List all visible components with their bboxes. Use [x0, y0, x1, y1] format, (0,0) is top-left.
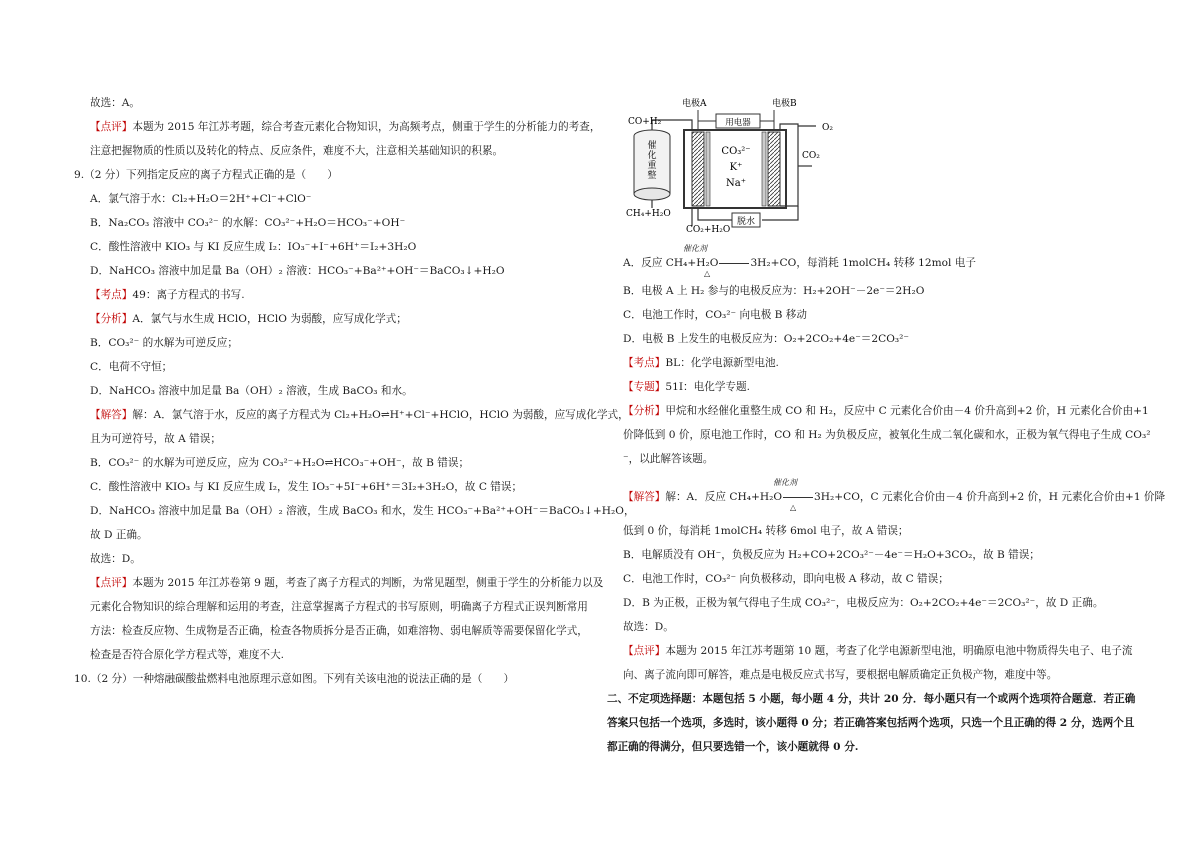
analysis-b: B．CO₃²⁻ 的水解为可逆反应；	[90, 337, 238, 349]
option-a-pre: A．反应 CH₄+H₂O	[623, 257, 719, 269]
analysis-text-10: 甲烷和水经催化重整生成 CO 和 H₂，反应中 C 元素化合价由－4 价升高到+2 价，H 元素化合价由+1	[665, 405, 1149, 417]
co2-label: CO₂	[802, 151, 820, 161]
ion-potassium: K⁺	[729, 162, 743, 173]
solution-line-4: C．酸性溶液中 KIO₃ 与 KI 反应生成 I₂，发生 IO₃⁻+5I⁻+6H⁺＝3I₂+3H₂O，故 C 错误；	[90, 481, 523, 493]
q9-analysis	[90, 312, 407, 326]
q10-topic	[623, 380, 750, 394]
solution-line-10-3: B．电解质没有 OH⁻，负极反应为 H₂+CO+2CO₃²⁻－4e⁻＝H₂O+3CO₂，故 B 错误；	[623, 549, 1040, 561]
load-label: 用电器	[725, 118, 751, 128]
comment-tag-9: 【点评】	[90, 577, 133, 589]
q9-option-d: D．NaHCO₃ 溶液中加足量 Ba（OH）₂ 溶液：HCO₃⁻+Ba²⁺+OH⁻＝BaCO₃↓+H₂O	[90, 265, 505, 277]
analysis-line-3: ⁻，以此解答该题。	[623, 453, 714, 465]
solution-pre: 解：A．反应 CH₄+H₂O	[665, 491, 782, 503]
q10-knowledge-point	[623, 356, 779, 370]
question-9: 9.（2 分）下列指定反应的离子方程式正确的是（ ）	[74, 169, 338, 181]
solution-line-5: D．NaHCO₃ 溶液中加足量 Ba（OH）₂ 溶液，生成 BaCO₃ 和水，发生 HCO₃⁻+Ba²⁺+OH⁻＝BaCO₃↓+H₂O，	[90, 505, 635, 517]
analysis-c: C．电荷不守恒；	[90, 361, 173, 373]
reaction-arrow-1	[719, 263, 749, 264]
solution-tag: 【解答】	[90, 409, 133, 421]
q10-option-b: B．电极 A 上 H₂ 参与的电极反应为：H₂+2OH⁻－2e⁻＝2H₂O	[623, 285, 925, 297]
q10-analysis	[623, 404, 1149, 418]
comment-line-10-2: 向、离子流向即可解答，难点是电极反应式书写，要根据电解质确定正负极产物，难度中等。	[623, 669, 1058, 681]
electrode-b	[768, 132, 780, 206]
comment-text: 本题为 2015 年江苏考题，综合考查元素化合物知识，为高频考点，侧重于学生的分析能力的考查，	[132, 121, 601, 133]
reaction-arrow-2	[783, 497, 813, 498]
comment-tag-10: 【点评】	[623, 645, 666, 657]
fuel-cell-diagram	[622, 96, 852, 234]
question-10: 10.（2 分）一种熔融碳酸盐燃料电池原理示意如图。下列有关该电池的说法正确的是（ ）	[74, 673, 515, 685]
q10-option-c: C．电池工作时，CO₃²⁻ 向电极 B 移动	[623, 309, 807, 321]
analysis-line-2: 价降低到 0 价，原电池工作时，CO 和 H₂ 为负极反应，被氧化生成二氧化碳和水，正极为氧气得电子生成 CO₃²	[623, 429, 1151, 441]
electrode-a	[692, 132, 704, 206]
comment-line-4: 检查是否符合原化学方程式等，难度不大.	[90, 649, 285, 661]
ion-carbonate: CO₃²⁻	[721, 146, 751, 157]
ion-sodium: Na⁺	[726, 178, 746, 189]
catalyst-label-2: 催化剂	[773, 478, 797, 487]
catalyst-label-1: 催化剂	[683, 244, 707, 253]
q10-option-d: D．电极 B 上发生的电极反应为：O₂+2CO₂+4e⁻＝2CO₃²⁻	[623, 333, 910, 345]
co2-h2o-label: CO₂+H₂O	[686, 225, 731, 234]
co-h2-label: CO+H₂	[628, 117, 662, 127]
solution-line-6: 故 D 正确。	[90, 529, 148, 541]
q9-option-b: B．Na₂CO₃ 溶液中 CO₃²⁻ 的水解：CO₃²⁻+H₂O＝HCO₃⁻+OH⁻	[90, 217, 406, 229]
delta-2: △	[790, 503, 797, 512]
knowledge-text: 49：离子方程式的书写.	[132, 289, 245, 301]
knowledge-tag: 【考点】	[90, 289, 133, 301]
delta-1: △	[704, 269, 711, 278]
solution-text: 解：A．氯气溶于水，反应的离子方程式为 Cl₂+H₂O⇌H⁺+Cl⁻+HClO，HClO 为弱酸，应写成化学式，	[132, 409, 629, 421]
comment-text-9: 本题为 2015 年江苏卷第 9 题，考查了离子方程式的判断，为常见题型，侧重于学生的分析能力以及	[132, 577, 604, 589]
option-a-post: 3H₂+CO，每消耗 1molCH₄ 转移 12mol 电子	[750, 257, 976, 269]
answer-line: 故选：A。	[90, 97, 141, 109]
q10-option-a	[623, 256, 976, 270]
q10-comment	[623, 644, 1132, 658]
solution-line-10-2: 低到 0 价，每消耗 1molCH₄ 转移 6mol 电子，故 A 错误；	[623, 525, 909, 537]
solution-tag-10: 【解答】	[623, 491, 666, 503]
o2-label: O₂	[822, 123, 833, 133]
comment-line-2: 元素化合物知识的综合理解和运用的考查，注意掌握离子方程式的书写原则，明确离子方程式正误判断常用	[90, 601, 588, 613]
section-2-line-2: 答案只包括一个选项，多选时，该小题得 0 分；若正确答案包括两个选项，只选一个且正确的得 2 分，选两个且	[607, 717, 1135, 729]
solution-line-10-4: C．电池工作时，CO₃²⁻ 向负极移动，即向电极 A 移动，故 C 错误；	[623, 573, 949, 585]
solution-line-2: 且为可逆符号，故 A 错误；	[90, 433, 221, 445]
q9-comment	[90, 576, 603, 590]
separator-b	[762, 132, 766, 206]
topic-tag: 【专题】	[623, 381, 666, 393]
electrode-a-label: 电极A	[682, 99, 707, 109]
section-2-heading: 二、不定项选择题：本题包括 5 小题，每小题 4 分，共计 20 分．每小题只有一个或两个选项符合题意．若正确	[607, 693, 1136, 705]
q9-option-a: A．氯气溶于水：Cl₂+H₂O＝2H⁺+Cl⁻+ClO⁻	[90, 193, 312, 205]
q9-solution	[90, 408, 629, 422]
q10-solution	[623, 490, 1165, 504]
comment-line-3: 方法：检查反应物、生成物是否正确，检查各物质拆分是否正确，如难溶物、弱电解质等需要保留化学式，	[90, 625, 588, 637]
comment-tag: 【点评】	[90, 121, 133, 133]
analysis-text: A．氯气与水生成 HClO，HClO 为弱酸，应写成化学式；	[132, 313, 407, 325]
electrode-b-label: 电极B	[772, 99, 797, 109]
q9-option-c: C．酸性溶液中 KIO₃ 与 KI 反应生成 I₂：IO₃⁻+I⁻+6H⁺＝I₂+3H₂O	[90, 241, 417, 253]
separator-a	[706, 132, 710, 206]
comment-block	[90, 120, 600, 134]
analysis-tag: 【分析】	[90, 313, 133, 325]
dehydrator-label: 脱水	[736, 217, 756, 227]
analysis-d: D．NaHCO₃ 溶液中加足量 Ba（OH）₂ 溶液，生成 BaCO₃ 和水。	[90, 385, 413, 397]
solution-line-10-5: D．B 为正极，正极为氧气得电子生成 CO₃²⁻，电极反应为：O₂+2CO₂+4e⁻＝2CO₃²⁻，故 D 正确。	[623, 597, 1104, 609]
q9-knowledge-point	[90, 288, 245, 302]
comment-text-2: 注意把握物质的性质以及转化的特点、反应条件，难度不大，注意相关基础知识的积累。	[90, 145, 504, 157]
solution-line-3: B．CO₃²⁻ 的水解为可逆反应，应为 CO₃²⁻+H₂O⇌HCO₃⁻+OH⁻，故 B 错误；	[90, 457, 470, 469]
section-2-line-3: 都正确的得满分，但只要选错一个，该小题就得 0 分.	[607, 741, 859, 753]
answer-line-9: 故选：D。	[90, 553, 141, 565]
knowledge-tag-10: 【考点】	[623, 357, 666, 369]
topic-text: 51I：电化学专题.	[665, 381, 750, 393]
solution-post: 3H₂+CO，C 元素化合价由－4 价升高到+2 价，H 元素化合价由+1 价降	[814, 491, 1166, 503]
ch4-h2o-label: CH₄+H₂O	[626, 209, 671, 219]
answer-line-10: 故选：D。	[623, 621, 674, 633]
analysis-tag-10: 【分析】	[623, 405, 666, 417]
reformer-label: 催化重整	[647, 141, 657, 181]
comment-text-10: 本题为 2015 年江苏考题第 10 题，考查了化学电源新型电池，明确原电池中物质得失电子、电子流	[665, 645, 1133, 657]
knowledge-text-10: BL：化学电源新型电池.	[665, 357, 779, 369]
